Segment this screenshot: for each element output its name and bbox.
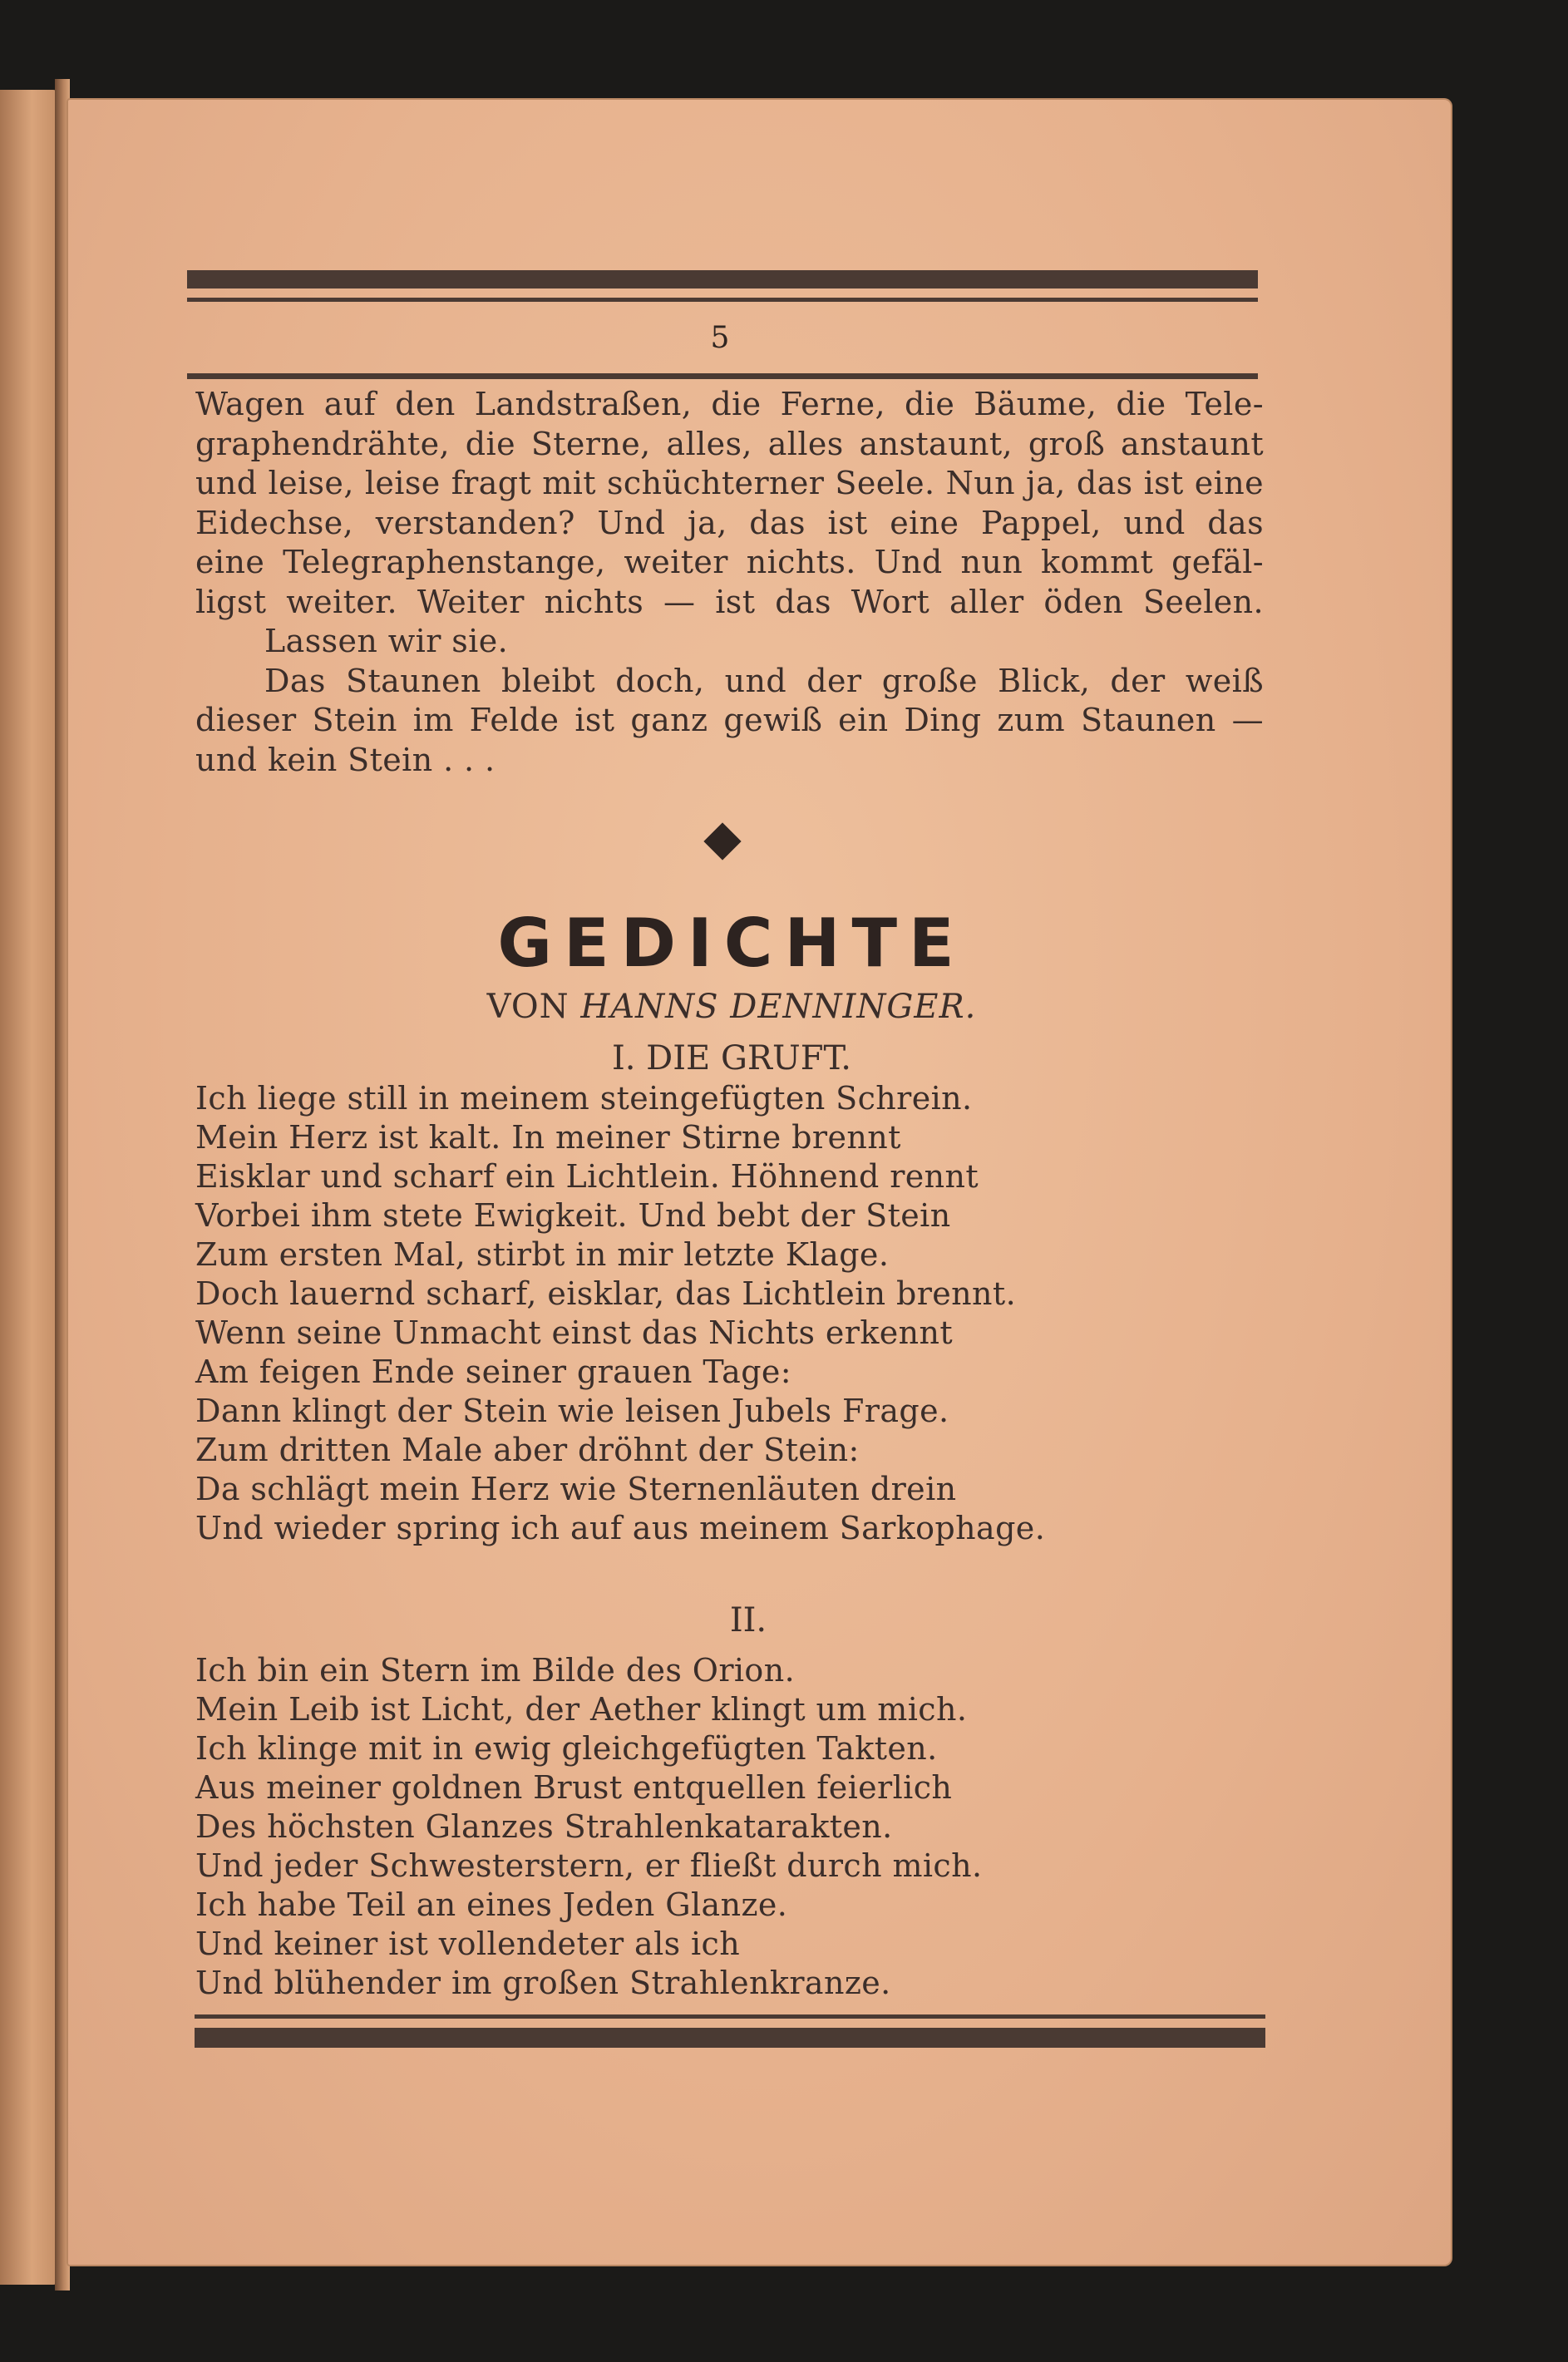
poem-orion <box>195 1651 1110 2003</box>
poem-heading: I. DIE GRUFT. <box>611 1039 852 1077</box>
poem-line: Ich liege still in meinem steingefügten Schrein. <box>195 1080 973 1117</box>
bottom-rule-thin <box>195 2014 1265 2019</box>
prose-line: und kein Stein . . . <box>195 741 496 778</box>
poem-line: Am feigen Ende seiner grauen Tage: <box>195 1354 792 1390</box>
poem-line: Da schlägt mein Herz wie Sternenläuten drein <box>195 1471 957 1507</box>
book-page <box>67 98 1452 2266</box>
header-rule <box>187 373 1258 379</box>
poem-line: Zum dritten Male aber dröhnt der Stein: <box>195 1432 860 1468</box>
prose-line: Das Staunen bleibt doch, und der große Blick, der weiß <box>264 662 1264 699</box>
prose-line: graphendrähte, die Sterne, alles, alles anstaunt, groß anstaunt <box>195 425 1264 462</box>
poem-line: Und jeder Schwesterstern, er fließt durch mich. <box>195 1847 983 1884</box>
poem-line: Ich bin ein Stern im Bilde des Orion. <box>195 1652 796 1689</box>
section-title: GEDICHTE <box>497 905 966 982</box>
top-rule-thin <box>187 298 1258 302</box>
poem-line: Aus meiner goldnen Brust entquellen feierlich <box>195 1769 953 1806</box>
bottom-rule-thick <box>195 2028 1265 2048</box>
prose-line: Wagen auf den Landstraßen, die Ferne, die Bäume, die Tele- <box>195 386 1264 422</box>
prose-line: Lassen wir sie. <box>264 623 509 659</box>
left-page-edge <box>0 90 58 2285</box>
poem-line: Und blühender im großen Strahlenkranze. <box>195 1965 891 2001</box>
poem-line: Und keiner ist vollendeter als ich <box>195 1926 741 1962</box>
poem-line: Vorbei ihm stete Ewigkeit. Und bebt der Stein <box>195 1197 951 1234</box>
author-line <box>399 988 1064 1026</box>
prose-line: und leise, leise fragt mit schüchterner Seele. Nun ja, das ist eine <box>195 465 1264 501</box>
poem-line: Mein Leib ist Licht, der Aether klingt um mich. <box>195 1691 968 1728</box>
poem-line: Eisklar und scharf ein Lichtlein. Höhnend rennt <box>195 1158 979 1195</box>
poem-line: Wenn seine Unmacht einst das Nichts erkennt <box>195 1314 954 1351</box>
poem-line: Mein Herz ist kalt. In meiner Stirne brennt <box>195 1119 901 1156</box>
author-prefix: VON <box>486 988 570 1026</box>
poem-line: Dann klingt der Stein wie leisen Jubels Frage. <box>195 1393 949 1429</box>
page-number: 5 <box>710 321 730 355</box>
prose-line: eine Telegraphenstange, weiter nichts. Und nun kommt gefäl- <box>195 544 1264 580</box>
poem-die-gruft <box>195 1079 1110 1548</box>
poem-line: Zum ersten Mal, stirbt in mir letzte Klage. <box>195 1236 890 1273</box>
prose-line: ligst weiter. Weiter nichts — ist das Wort aller öden Seelen. <box>195 583 1264 620</box>
poem-line: Ich klinge mit in ewig gleichgefügten Takten. <box>195 1730 938 1767</box>
prose-line: Eidechse, verstanden? Und ja, das ist eine Pappel, und das <box>195 504 1264 541</box>
poem-line: Ich habe Teil an eines Jeden Glanze. <box>195 1886 788 1923</box>
prose-line: dieser Stein im Felde ist ganz gewiß ein Ding zum Staunen — <box>195 702 1264 738</box>
poem-line: Des höchsten Glanzes Strahlenkatarakten. <box>195 1808 893 1845</box>
top-rule-thick <box>187 270 1258 288</box>
diamond-ornament-icon <box>703 822 741 860</box>
poem-heading: II. <box>729 1601 767 1640</box>
poem-line: Doch lauernd scharf, eisklar, das Lichtlein brennt. <box>195 1275 1017 1312</box>
prose-continuation <box>195 385 1264 780</box>
poem-line: Und wieder spring ich auf aus meinem Sarkophage. <box>195 1510 1046 1546</box>
author-name: HANNS DENNINGER. <box>580 988 977 1026</box>
